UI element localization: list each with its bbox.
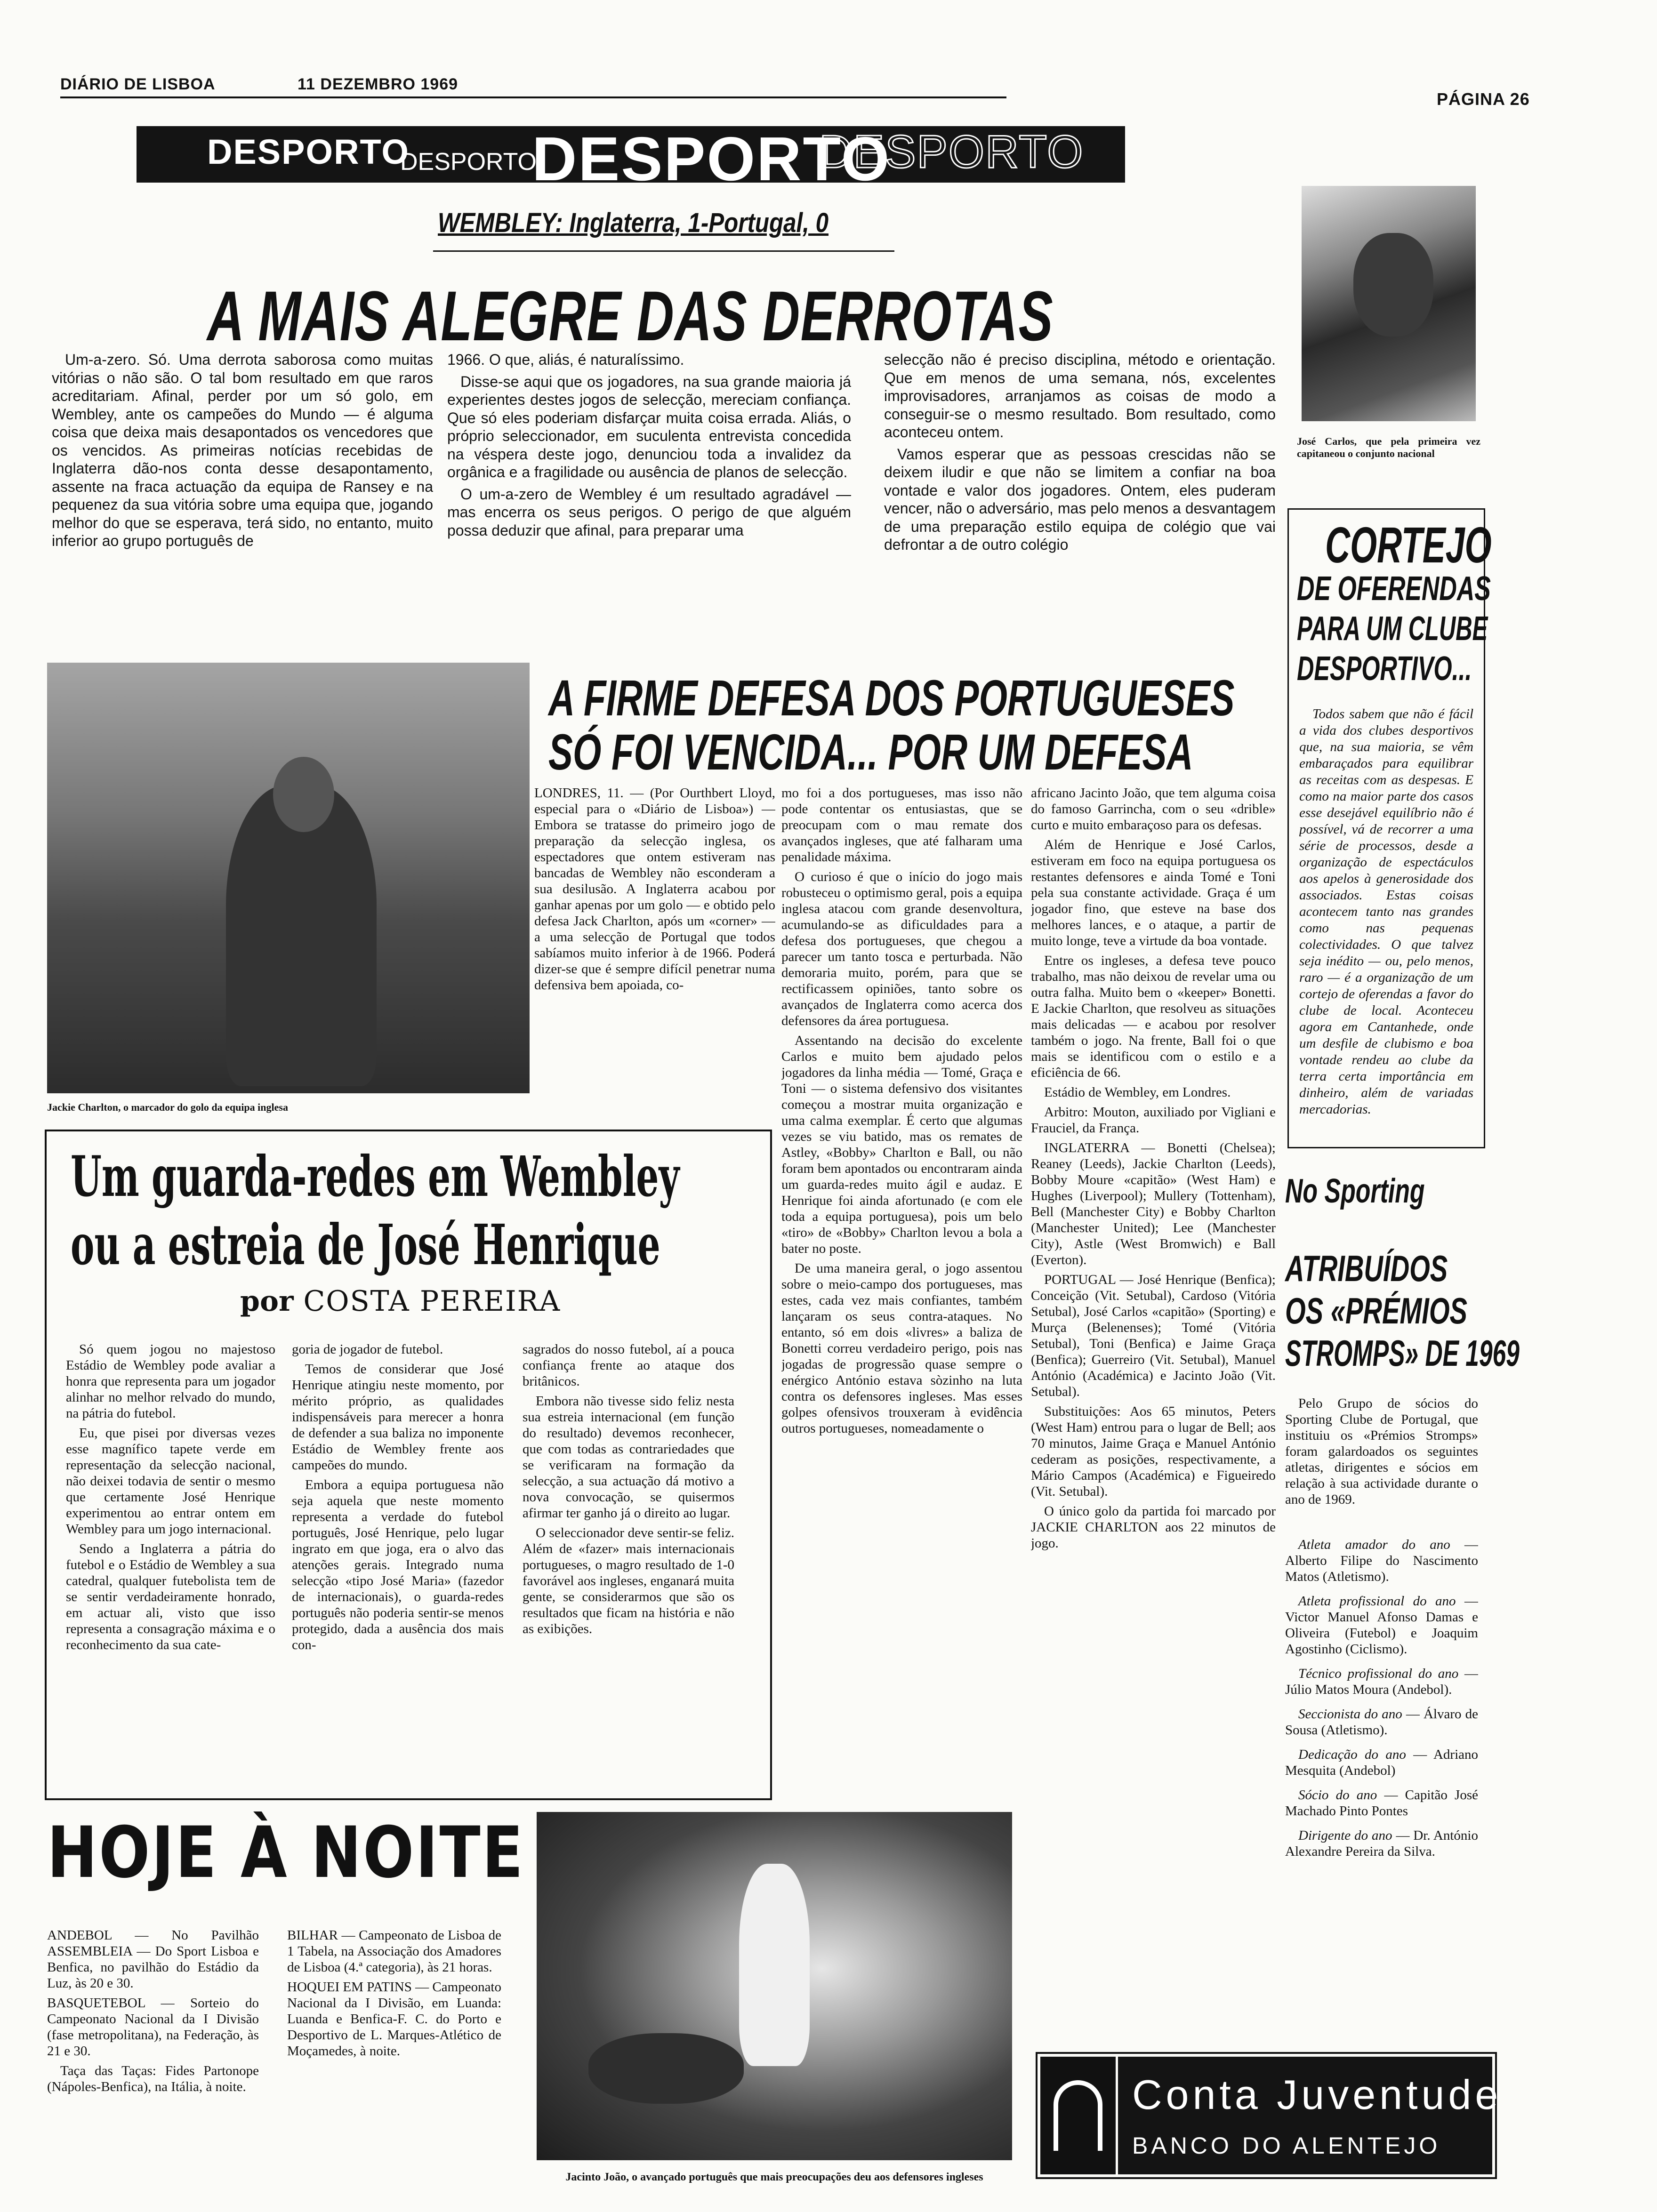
award-item bbox=[1285, 1706, 1478, 1738]
defesa-headline-2: SÓ FOI VENCIDA... POR UM DEFESA bbox=[548, 723, 1193, 780]
defesa-col-3-p4: Estádio de Wembley, em Londres. bbox=[1044, 1085, 1231, 1100]
hoje-item: Taça das Taças: Fides Partonope (Nápoles-Benfica), na Itália, à noite. bbox=[47, 2063, 259, 2094]
guarda-col-3 bbox=[523, 1341, 734, 1791]
guarda-byline bbox=[240, 1285, 561, 1318]
defesa-col-1-text: LONDRES, 11. — (Por Ourthbert Lloyd, especial para o «Diário de Lisboa») — Embora se tratasse do primeiro jogo de preparação da selecção inglesa, os espectadores que ontem estiveram nas bancadas de Wembley não esconderam a sua desilusão. A Inglaterra acabou por ganhar apenas por um golo — e obtido pelo defesa Jack Charlton, após um «corner» — a uma selecção de Portugal que todos sabíamos muito inferior à de 1966. Poderá dizer-se que é sempre difícil penetrar numa defensiva bem apoiada, co- bbox=[534, 785, 775, 993]
sporting-title-3: STROMPS» DE 1969 bbox=[1285, 1332, 1520, 1374]
guarda-col-2-p2: Temos de considerar que José Henrique atingiu neste momento, por mérito próprio, as qualidades indispensáveis para merecer a honra de defender a sua baliza no imponente Estádio de Wembley frente aos campeões do mundo. bbox=[292, 1362, 504, 1473]
defesa-col-2-p2: O curioso é que o início do jogo mais robusteceu o optimismo geral, pois a equipa inglesa atacou com grande desenvoltura, acumulando-se as dificuldades para a defesa dos portugueses, que chegou a parecer um tanto tosca e perturbada. Não demoraria muito, porém, para que se rectificassem opiniões, tanto sobre os avançados de Inglaterra como acerca dos defensores da área portuguesa. bbox=[781, 869, 1022, 1028]
bank-ad-title: Conta Juventude bbox=[1132, 2071, 1502, 2118]
cortejo-title-1: CORTEJO bbox=[1325, 516, 1492, 573]
main-col-2 bbox=[447, 351, 851, 649]
bank-ad-name: BANCO DO ALENTEJO bbox=[1132, 2132, 1441, 2159]
defesa-col-2-p3: Assentando na decisão do excelente Carlos e muito bem ajudado pelos jogadores da linha média — Tomé, Graça e Toni — o sistema defensivo dos visitantes começou a mostrar muita organização e uma calma exemplar. É certo que algumas vezes se viu batido, mas os remates de Astley, «Bobby» Charlton e Ball, ou não foram bem apontados ou encontraram ainda um guarda-redes muito ágil e audaz. E Henrique foi ainda afortunado (e com ele toda a equipa portuguesa), pois um belo «tiro» de «Bobby» Charlton levou a bola a bater no poste. bbox=[781, 1033, 1022, 1256]
byline-por: por bbox=[240, 1285, 294, 1318]
player-head-shape bbox=[273, 757, 334, 832]
guarda-col-3-p3: O seleccionador deve sentir-se feliz. Além de «fazer» mais internacionais portugueses, o magro resultado de 1-0 favorável aos ingleses, enganará muita gente, se considerarmos que são os resultados que ficam na história e não as exibições. bbox=[523, 1525, 734, 1636]
banner-word-outline: DESPORTO bbox=[819, 126, 1084, 177]
award-item bbox=[1285, 1787, 1478, 1819]
defesa-col-2-lead: mo foi a dos portugueses, mas isso não pode contentar os entusiastas, que se preocupam com o mau remate dos avançados ingleses, que até falharam uma penalidade máxima. bbox=[781, 785, 1022, 865]
hoje-item: BASQUETEBOL — Sorteio do Campeonato Nacional da I Divisão (fase metropolitana), na Federação, às 21 e 30. bbox=[47, 1996, 259, 2059]
guarda-headline-1: Um guarda-redes em Wembley bbox=[71, 1144, 680, 1209]
defesa-col-3-p8: Substituições: Aos 65 minutos, Peters (West Ham) entrou para o lugar de Bell; aos 70 minutos, Jaime Graça e Manuel António cederam as posições, respectivamente, a Mário Campos (Académica) e Figueiredo (Vit. Setubal). bbox=[1031, 1404, 1276, 1499]
bank-logo bbox=[1040, 2057, 1116, 2174]
kicker-rule bbox=[433, 250, 894, 252]
sporting-title-1: ATRIBUÍDOS bbox=[1285, 1248, 1448, 1289]
defesa-col-2-p4: De uma maneira geral, o jogo assentou sobre o meio-campo dos portugueses, mas estes, cada vez mais confiantes, também lançaram os seus contra-ataques. No entanto, só em dois «livres» a baliza de Bonetti correu verdadeiro perigo, pois nas jogadas de progressão quase sempre o enérgico António estava sòzinho na luta contra os defensores ingleses. Mas esses golpes ofensivos trouxeram à evidência outros portugueses, nomeadamente o bbox=[781, 1261, 1022, 1436]
hoje-col-2 bbox=[287, 1927, 501, 2163]
jackie-charlton-caption: Jackie Charlton, o marcador do golo da equipa inglesa bbox=[47, 1101, 288, 1113]
award-item bbox=[1285, 1666, 1478, 1698]
award-winner: — Adriano Mesquita (Andebol) bbox=[1285, 1747, 1478, 1778]
guarda-col-2-p3: Embora a equipa portuguesa não seja aquela que neste momento representa a verdade do futebol português, José Henrique, pelo lugar ingrato em que joga, era o alvo das atenções gerais. Integrado numa selecção «tipo José Maria» (fazedor de internacionais), o guarda-redes português não poderia sentir-se menos protegido, dada a ausência dos mais con- bbox=[292, 1477, 504, 1652]
player-figure-shape bbox=[739, 1864, 810, 2066]
bank-logo-arch-icon bbox=[1054, 2080, 1102, 2151]
banner-word-1: DESPORTO bbox=[207, 132, 410, 171]
defesa-col-3-p6: INGLATERRA — Bonetti (Chelsea); Reaney (Leeds), Jackie Charlton (Leeds), Bobby Moure «capitão» (West Ham) e Hughes (Liverpool); Mullery (Tottenham), Bell (Manchester City) e Bobby Charlton (Manchester United); Lee (Manchester City), Astle (West Bromwich) e Ball (Everton). bbox=[1031, 1140, 1276, 1267]
defesa-col-3-p9: O único golo da partida foi marcado por JACKIE CHARLTON aos 22 minutos de jogo. bbox=[1031, 1504, 1276, 1551]
paper-name: DIÁRIO DE LISBOA bbox=[60, 75, 216, 93]
desporto-banner bbox=[137, 126, 1125, 183]
guarda-col-3-lead: sagrados do nosso futebol, aí a pouca confiança frente ao ataque dos britânicos. bbox=[523, 1342, 734, 1389]
masthead-rule bbox=[60, 96, 1006, 98]
banner-word-2: DESPORTO bbox=[400, 148, 537, 176]
main-col-1-text: Um-a-zero. Só. Uma derrota saborosa como muitas vitórias o não são. O tal bom resultado em que raros acreditariam. Afinal, perder por um só golo, em Wembley, ante os campeões do Mundo — é alguma coisa que deixa mais desapontados os vencedores que os vencidos. As primeiras notícias recebidas de Inglaterra dão-nos conta desse desapontamento, assente na fraca actuação da equipa de Ransey e na pequenez da sua vitória sobre uma equipa que, jogando melhor do que se esperava, terá sido, no entanto, muito inferior ao grupo português de bbox=[52, 351, 433, 549]
banner-word-main: DESPORTO bbox=[532, 126, 891, 183]
main-headline: A MAIS ALEGRE DAS DERROTAS bbox=[207, 276, 1054, 355]
defesa-col-3-lead: africano Jacinto João, que tem alguma coisa do famoso Garrincha, com o seu «drible» curto e muito embaraçoso para os defesas. bbox=[1031, 785, 1276, 833]
guarda-col-1 bbox=[66, 1341, 275, 1791]
sporting-kicker: No Sporting bbox=[1285, 1172, 1425, 1210]
jacinto-joao-caption: Jacinto João, o avançado português que mais preocupações deu aos defensores ingleses bbox=[565, 2171, 983, 2183]
award-winner: — Dr. António Alexandre Pereira da Silva. bbox=[1285, 1828, 1478, 1859]
main-col-3-p2: Vamos esperar que as pessoas crescidas não se deixem iludir e que não se limitem a confiar na boa vontade e valor dos jogadores. Ontem, eles puderam vencer, não o adversário, mas pelo menos a desvantagem de uma preparação estilo equipa de colégio que vai defrontar a de outro colégio bbox=[884, 445, 1276, 553]
hoje-item: BILHAR — Campeonato de Lisboa de 1 Tabela, na Associação dos Amadores de Lisboa (4.ª categoria), às 21 horas. bbox=[287, 1928, 501, 1975]
guarda-col-1-p2: Eu, que pisei por diversas vezes esse magnífico tapete verde em representação da selecção nacional, não deixei todavia de sentir o mesmo que certamente José Henrique experimentou ao entrar ontem em Wembley para um jogo internacional. bbox=[66, 1426, 275, 1537]
jacinto-joao-photo bbox=[537, 1812, 1012, 2160]
defesa-col-1 bbox=[534, 785, 775, 1133]
cortejo-title-3: PARA UM CLUBE bbox=[1297, 610, 1488, 648]
goalkeeper-figure-shape bbox=[588, 2033, 744, 2104]
award-title: Técnico profissional do ano bbox=[1298, 1666, 1459, 1681]
issue-date: 11 DEZEMBRO 1969 bbox=[298, 75, 458, 93]
defesa-col-3-p2: Além de Henrique e José Carlos, estiveram em foco na equipa portuguesa os restantes defensores e ainda Tomé e Toni pela sua constante actividade. Graça é um jogador fino, que esteve na base dos melhores lances, e o ataque, a partir de muito longe, teve a virtude da boa vontade. bbox=[1031, 837, 1276, 948]
jackie-charlton-photo bbox=[47, 663, 530, 1093]
bank-ad-panel bbox=[1118, 2057, 1502, 2174]
award-title: Atleta amador do ano bbox=[1298, 1537, 1450, 1552]
award-title: Seccionista do ano bbox=[1298, 1707, 1402, 1722]
award-item bbox=[1285, 1593, 1478, 1657]
award-winner: — Álvaro de Sousa (Atletismo). bbox=[1285, 1707, 1478, 1738]
award-title: Dedicação do ano bbox=[1298, 1747, 1406, 1762]
award-item bbox=[1285, 1827, 1478, 1859]
main-col-2-lead: 1966. O que, aliás, é naturalíssimo. bbox=[447, 351, 684, 368]
defesa-col-3 bbox=[1031, 785, 1276, 2046]
main-kicker: WEMBLEY: Inglaterra, 1-Portugal, 0 bbox=[438, 208, 829, 238]
guarda-col-1-p3: Sendo a Inglaterra a pátria do futebol e o Estádio de Wembley a sua catedral, qualquer futebolista tem de se sentir verdadeiramente honrado, em actuar ali, visto que isso representa a consagração máxima e o reconhecimento da sua cate- bbox=[66, 1541, 275, 1652]
defesa-col-2 bbox=[781, 785, 1022, 1797]
awards-list bbox=[1285, 1537, 1478, 2007]
defesa-col-3-p5: Arbitro: Mouton, auxiliado por Vigliani e Frauciel, da França. bbox=[1031, 1105, 1276, 1136]
guarda-col-2 bbox=[292, 1341, 504, 1791]
page-number: PÁGINA 26 bbox=[1437, 89, 1530, 109]
award-winner: — Capitão José Machado Pinto Pontes bbox=[1285, 1787, 1478, 1819]
sporting-title-2: OS «PRÉMIOS bbox=[1285, 1290, 1467, 1331]
defesa-headline-1: A FIRME DEFESA DOS PORTUGUESES bbox=[548, 669, 1235, 726]
award-item bbox=[1285, 1747, 1478, 1779]
award-winner: — Júlio Matos Moura (Andebol). bbox=[1285, 1666, 1478, 1697]
main-col-3-lead: selecção não é preciso disciplina, método e orientação. Que em menos de uma semana, nós, excelentes improvisadores, arranjamos as coisas de modo a conseguir-se o mesmo resultado. Bom resultado, como aconteceu ontem. bbox=[884, 351, 1276, 441]
award-winner: — Alberto Filipe do Nascimento Matos (Atletismo). bbox=[1285, 1537, 1478, 1584]
hoje-item: ANDEBOL — No Pavilhão ASSEMBLEIA — Do Sport Lisboa e Benfica, no pavilhão do Estádio da Luz, às 20 e 30. bbox=[47, 1928, 259, 1991]
guarda-headline-2: ou a estreia de José Henrique bbox=[71, 1212, 660, 1277]
defesa-col-3-p7: PORTUGAL — José Henrique (Benfica); Conceição (Vit. Setubal), Cardoso (Vitória Setubal), José Carlos «capitão» (Sporting) e Murça (Belenenses); Tomé (Vitória Setubal), Toni (Benfica) e Jaime Graça (Benfica); Guerreiro (Vit. Setubal), Manuel António (Académica) e Jacinto João (Vit. Setubal). bbox=[1031, 1272, 1276, 1399]
cortejo-title-4: DESPORTIVO... bbox=[1297, 650, 1472, 688]
portrait-head-shape bbox=[1353, 233, 1433, 337]
byline-author: COSTA PEREIRA bbox=[303, 1285, 561, 1318]
jose-carlos-photo bbox=[1302, 186, 1476, 421]
sporting-intro-text: Pelo Grupo de sócios do Sporting Clube de Portugal, que instituiu os «Prémios Stromps» foram galardoados os seguintes atletas, dirigentes e sócios em relação à sua actividade durante o ano de 1969. bbox=[1285, 1396, 1478, 1507]
main-col-2-p3: O um-a-zero de Wembley é um resultado agradável — mas encerra os seus perigos. O perigo de que alguém possa deduzir que afinal, para preparar uma bbox=[447, 485, 851, 539]
defesa-col-3-p3: Entre os ingleses, a defesa teve pouco trabalho, mas não deixou de revelar uma ou outra falha. Muito bem o «keeper» Bonetti. E Jackie Charlton, que resolveu as situações mais delicadas — e acabou por resolver também o jogo. Na frente, Ball foi o que mais se identificou com o estilo e a eficiência de 66. bbox=[1031, 953, 1276, 1080]
main-col-1 bbox=[52, 351, 433, 649]
hoje-col-1 bbox=[47, 1927, 259, 2153]
guarda-col-2-lead: goria de jogador de futebol. bbox=[292, 1342, 443, 1357]
hoje-item: HOQUEI EM PATINS — Campeonato Nacional da I Divisão, em Luanda: Luanda e Benfica-F. C. do Porto e Desportivo de L. Marques-Atlético de Moçamedes, à noite. bbox=[287, 1980, 501, 2059]
main-col-3 bbox=[884, 351, 1276, 649]
award-winner: — Victor Manuel Afonso Damas e Oliveira (Futebol) e Joaquim Agostinho (Ciclismo). bbox=[1285, 1594, 1478, 1657]
award-item bbox=[1285, 1537, 1478, 1585]
hoje-headline: HOJE À NOITE bbox=[47, 1812, 525, 1894]
award-title: Dirigente do ano bbox=[1298, 1828, 1392, 1843]
sporting-intro bbox=[1285, 1395, 1478, 1518]
main-col-2-p2: Disse-se aqui que os jogadores, na sua grande maioria já experientes destes jogos de selecção, mereciam confiança. Que só eles poderiam disfarçar muita coisa errada. Aliás, o próprio seleccionador, em suculenta entrevista concedida na véspera deste jogo, denunciou toda a invalidez da orgânica e a fragilidade ou ausência de planos de selecção. bbox=[447, 373, 851, 481]
cortejo-body: Todos sabem que não é fácil a vida dos clubes desportivos que, na sua maioria, se vêm embaraçados para equilibrar as receitas com as despesas. E como na maior parte dos casos esse desejável equilíbrio não é possível, vá de recorrer a uma série de processos, desde a organização de espectáculos aos apelos à generosidade dos associados. Estas coisas acontecem tanto nas grandes como nas pequenas colectividades. O que talvez seja inédito — ou, pelo menos, raro — é a organização de um cortejo de oferendas a favor do clube de local. Aconteceu agora em Cantanhede, onde um desfile de clubismo e boa vontade rendeu ao clube da terra certa importância em dinheiro, além de variadas mercadorias. bbox=[1299, 706, 1473, 1117]
jose-carlos-caption: José Carlos, que pela primeira vez capitaneou o conjunto nacional bbox=[1297, 435, 1480, 459]
award-title: Sócio do ano bbox=[1298, 1787, 1377, 1803]
cortejo-title-2: DE OFERENDAS bbox=[1297, 570, 1491, 608]
award-title: Atleta profissional do ano bbox=[1298, 1594, 1456, 1609]
guarda-col-1-p1: Só quem jogou no majestoso Estádio de Wembley pode avaliar a honra que representa para um jogador alinhar no melhor relvado do mundo, na pátria do futebol. bbox=[66, 1342, 275, 1421]
guarda-col-3-p2: Embora não tivesse sido feliz nesta sua estreia internacional (em função do resultado) devemos reconhecer, que com todas as contrariedades que se verificaram na formação da selecção, a sua actuação dá motivo a nova convocação, se quisermos afirmar ter ganho já o direito ao lugar. bbox=[523, 1394, 734, 1521]
